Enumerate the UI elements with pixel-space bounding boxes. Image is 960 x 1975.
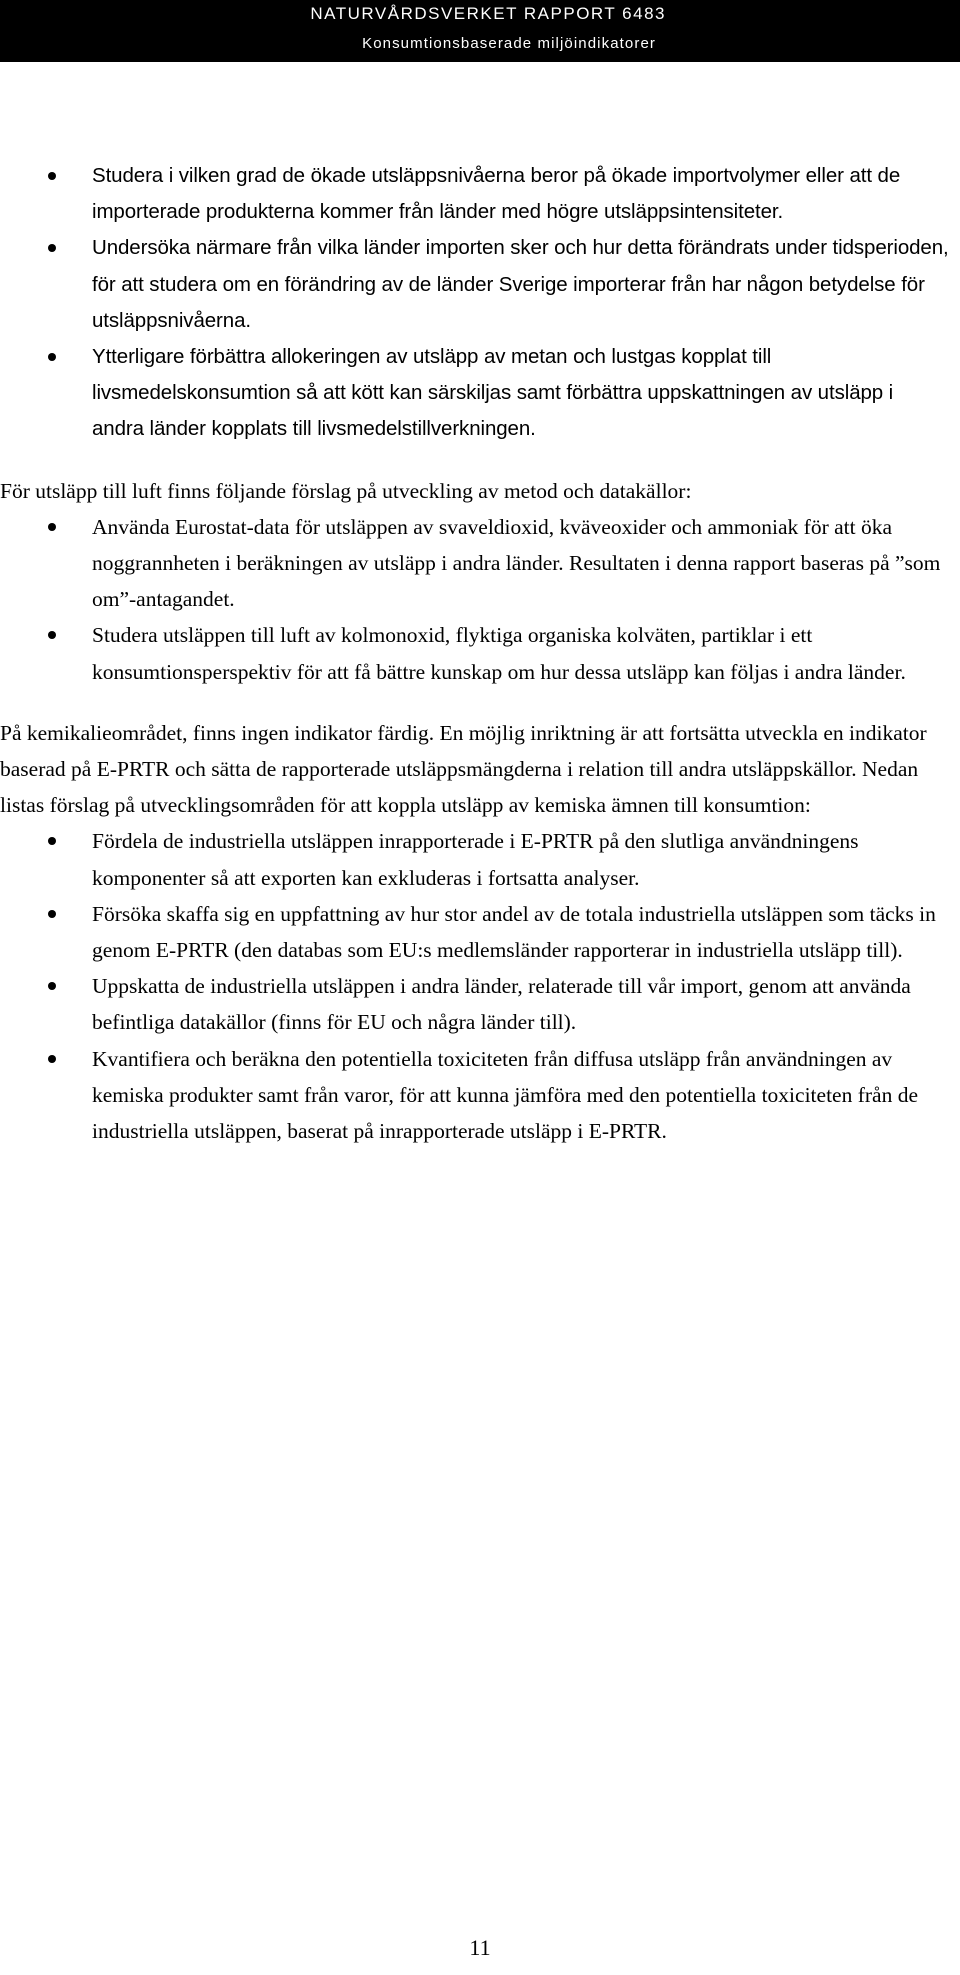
proposal-list-general: [0, 158, 950, 448]
list-item-text: Uppskatta de industriella utsläppen i andra länder, relaterade till vår import, genom att använda befintliga datakällor (finns för EU och några länder till).: [92, 974, 911, 1035]
list-item-text: Undersöka närmare från vilka länder importen sker och hur detta förändrats under tidsperioden, för att studera om en förändring av de länder Sverige importerar från har någon betydelse för utsläppsnivåerna.: [92, 236, 949, 332]
proposal-list-air: [0, 509, 950, 690]
list-item: [0, 339, 950, 448]
list-item-text: Försöka skaffa sig en uppfattning av hur stor andel av de totala industriella utsläppen som täcks in genom E-PRTR (den databas som EU:s medlemsländer rapporterar in industriella utsläpp till).: [92, 901, 936, 963]
list-item: [0, 230, 950, 339]
page-number: 11: [469, 1935, 491, 1960]
bullet-icon: [48, 982, 56, 990]
list-item-text: Kvantifiera och beräkna den potentiella toxiciteten från diffusa utsläpp från användningen av kemiska produkter samt från varor, för att kunna jämföra med den potentiella toxiciteten från de industriella utsläppen, baserat på inrapporterade utsläpp i E-PRTR.: [92, 1046, 918, 1144]
spacer: [0, 690, 950, 715]
air-emissions-intro: För utsläpp till luft finns följande förslag på utveckling av metod och datakällor:: [0, 478, 692, 503]
list-item-text: Fördela de industriella utsläppen inrapporterade i E-PRTR på den slutliga användningens komponenter så att exporten kan exkluderas i fortsatta analyser.: [92, 829, 859, 890]
page-content: [0, 158, 960, 1149]
bullet-icon: [48, 523, 56, 531]
report-header: [0, 0, 960, 62]
list-item: [0, 968, 950, 1040]
chemicals-intro: På kemikalieområdet, finns ingen indikator färdig. En möjlig inriktning är att fortsätta utveckla en indikator baserad på E-PRTR och sätta de rapporterade utsläppsmängderna i relation till andra utsläppskällor. Nedan listas förslag på utvecklingsområden för att koppla utsläpp av kemiska ämnen till konsumtion:: [0, 720, 927, 818]
list-item: [0, 617, 950, 689]
list-item-text: Studera utsläppen till luft av kolmonoxid, flyktiga organiska kolväten, partiklar i ett konsumtionsperspektiv för att få bättre kunskap om hur dessa utsläpp kan följas i andra länder.: [92, 623, 906, 684]
list-item-text: Ytterligare förbättra allokeringen av utsläpp av metan och lustgas kopplat till livsmedelskonsumtion så att kött kan särskiljas samt förbättra uppskattningen av utsläpp i andra länder kopplats till livsmedelstillverkningen.: [92, 345, 894, 441]
bullet-icon: [48, 631, 56, 639]
list-item: [0, 509, 950, 618]
bullet-icon: [48, 244, 56, 252]
bullet-icon: [48, 1055, 56, 1063]
list-item-text: Studera i vilken grad de ökade utsläppsnivåerna beror på ökade importvolymer eller att de importerade produkterna kommer från länder med högre utsläppsintensiteter.: [92, 164, 901, 224]
list-item: [0, 896, 950, 968]
bullet-icon: [48, 172, 56, 180]
proposal-list-chemicals: [0, 823, 950, 1149]
spacer: [0, 448, 950, 473]
list-item-text: Använda Eurostat-data för utsläppen av svaveldioxid, kväveoxider och ammoniak för att öka noggrannheten i beräkningen av utsläpp i andra länder. Resultaten i denna rapport baseras på ”som om”-antagandet.: [92, 514, 941, 612]
bullet-icon: [48, 910, 56, 918]
list-item: [0, 823, 950, 895]
report-subtitle: Konsumtionsbaserade miljöindikatorer: [362, 35, 656, 52]
bullet-icon: [48, 837, 56, 845]
list-item: [0, 158, 950, 230]
list-item: [0, 1041, 950, 1150]
bullet-icon: [48, 353, 56, 361]
report-title: NATURVÅRDSVERKET RAPPORT 6483: [310, 4, 666, 23]
